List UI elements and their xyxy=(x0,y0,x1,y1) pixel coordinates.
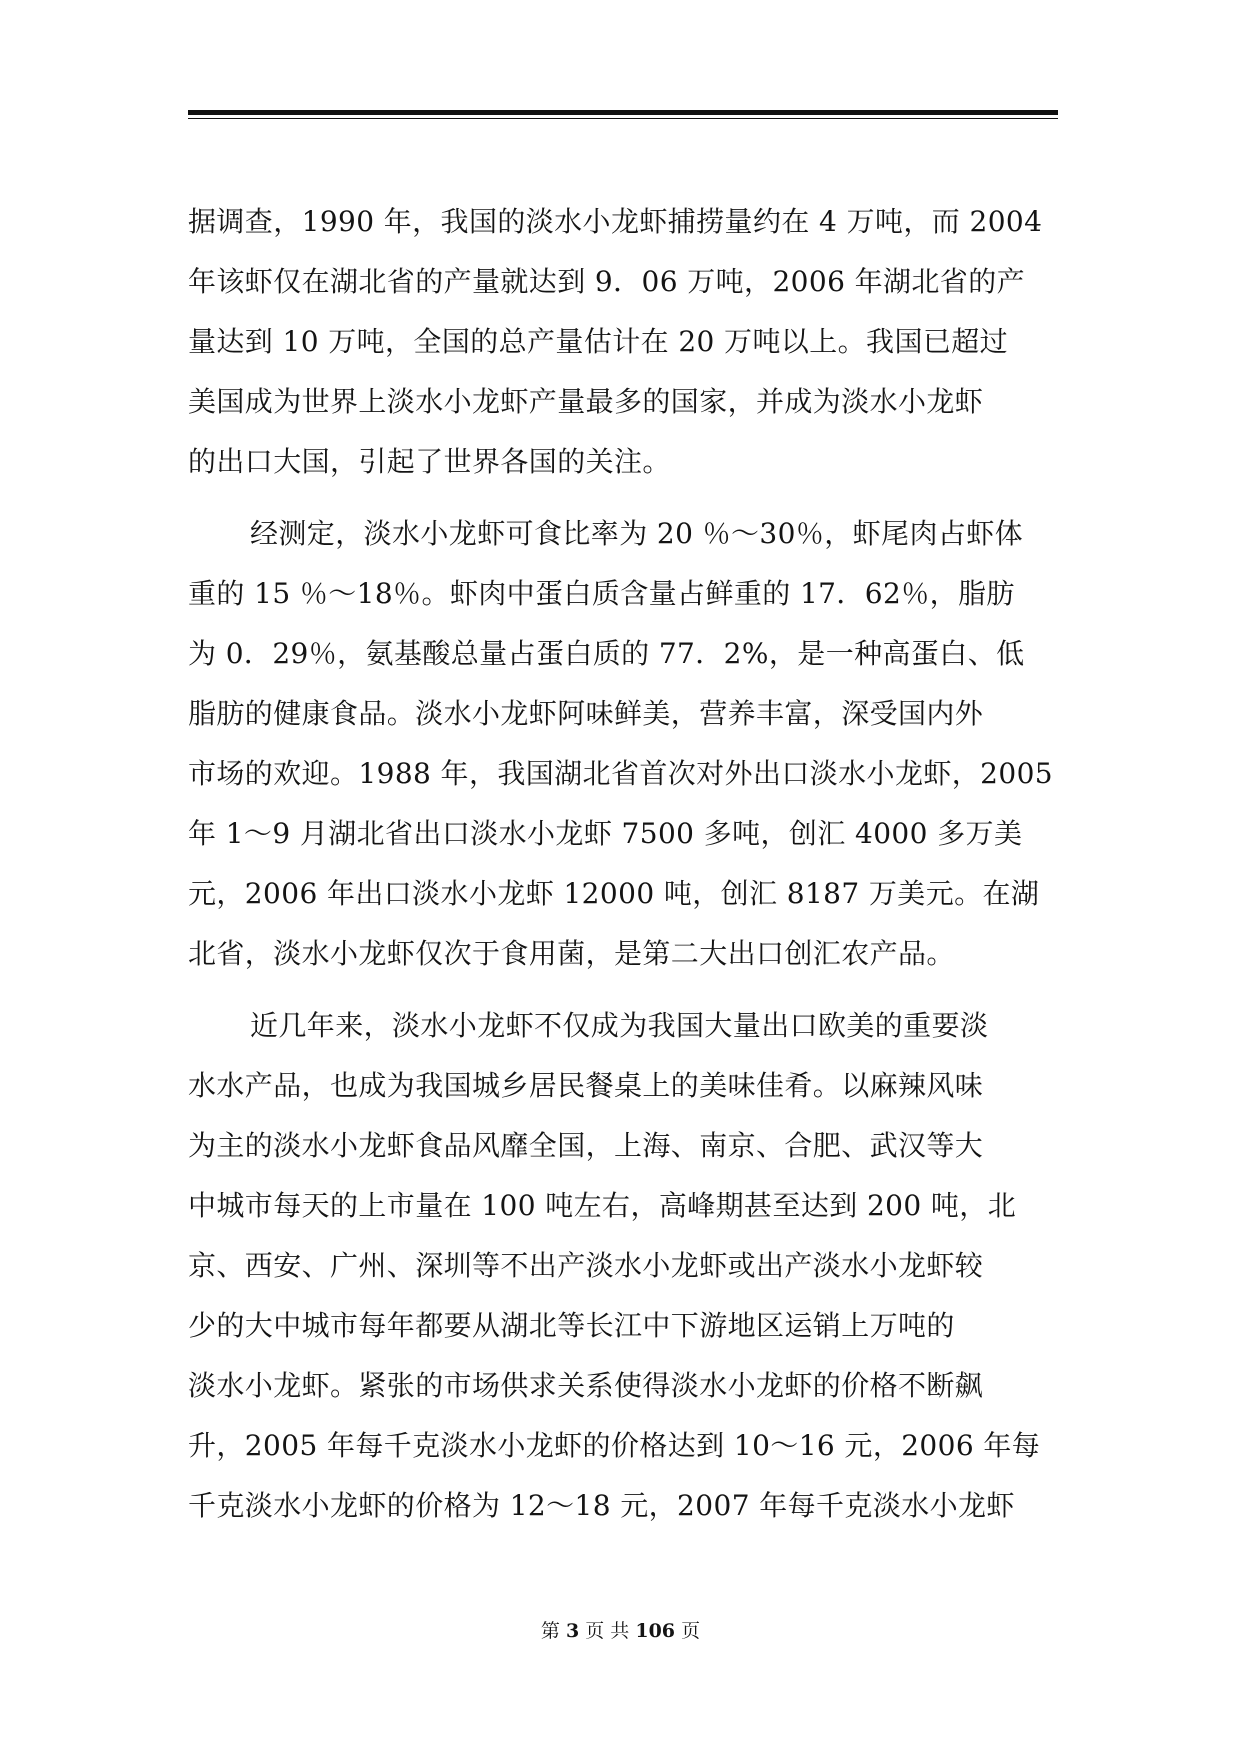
text-line: 年 1～9 月湖北省出口淡水小龙虾 7500 多吨，创汇 4000 多万美 xyxy=(188,817,1023,850)
page-footer xyxy=(0,1618,1241,1644)
page-number: 3 xyxy=(565,1620,580,1642)
text-line: 年该虾仅在湖北省的产量就达到 9．06 万吨，2006 年湖北省的产 xyxy=(188,265,1026,298)
paragraph-1 xyxy=(188,192,1068,492)
text-line: 脂肪的健康食品。淡水小龙虾阿味鲜美，营养丰富，深受国内外 xyxy=(188,697,984,730)
page-total: 106 xyxy=(635,1620,676,1642)
text-line: 近几年来，淡水小龙虾不仅成为我国大量出口欧美的重要淡 xyxy=(250,1009,989,1042)
paragraph-2 xyxy=(188,504,1068,984)
text-line: 量达到 10 万吨，全国的总产量估计在 20 万吨以上。我国已超过 xyxy=(188,325,1009,358)
text-line: 的出口大国，引起了世界各国的关注。 xyxy=(188,445,671,478)
text-line: 少的大中城市每年都要从湖北等长江中下游地区运销上万吨的 xyxy=(188,1309,955,1342)
footer-middle: 页 共 xyxy=(585,1620,630,1642)
footer-prefix: 第 xyxy=(540,1620,560,1642)
text-line: 经测定，淡水小龙虾可食比率为 20 ％～30％，虾尾肉占虾体 xyxy=(250,517,1024,550)
text-line: 为主的淡水小龙虾食品风靡全国，上海、南京、合肥、武汉等大 xyxy=(188,1129,984,1162)
text-line: 重的 15 ％～18％。虾肉中蛋白质含量占鲜重的 17．62％，脂肪 xyxy=(188,577,1015,610)
text-line: 北省，淡水小龙虾仅次于食用菌，是第二大出口创汇农产品。 xyxy=(188,937,955,970)
text-line: 市场的欢迎。1988 年，我国湖北省首次对外出口淡水小龙虾，2005 xyxy=(188,757,1054,790)
text-line: 水水产品，也成为我国城乡居民餐桌上的美味佳肴。以麻辣风味 xyxy=(188,1069,984,1102)
text-line: 京、西安、广州、深圳等不出产淡水小龙虾或出产淡水小龙虾较 xyxy=(188,1249,984,1282)
text-line: 升，2005 年每千克淡水小龙虾的价格达到 10～16 元，2006 年每 xyxy=(188,1429,1041,1462)
text-line: 据调查，1990 年，我国的淡水小龙虾捕捞量约在 4 万吨，而 2004 xyxy=(188,205,1043,238)
text-line: 千克淡水小龙虾的价格为 12～18 元，2007 年每千克淡水小龙虾 xyxy=(188,1489,1015,1522)
footer-suffix: 页 xyxy=(681,1620,701,1642)
header-rule-thin xyxy=(188,118,1058,119)
header-rule-thick xyxy=(188,110,1058,115)
text-line: 美国成为世界上淡水小龙虾产量最多的国家，并成为淡水小龙虾 xyxy=(188,385,984,418)
text-line: 元，2006 年出口淡水小龙虾 12000 吨，创汇 8187 万美元。在湖 xyxy=(188,877,1040,910)
paragraph-3 xyxy=(188,996,1068,1536)
body-text xyxy=(188,192,1068,1536)
text-line: 淡水小龙虾。紧张的市场供求关系使得淡水小龙虾的价格不断飙 xyxy=(188,1369,984,1402)
text-line: 为 0．29％，氨基酸总量占蛋白质的 77．2%，是一种高蛋白、低 xyxy=(188,637,1025,670)
text-line: 中城市每天的上市量在 100 吨左右，高峰期甚至达到 200 吨，北 xyxy=(188,1189,1017,1222)
